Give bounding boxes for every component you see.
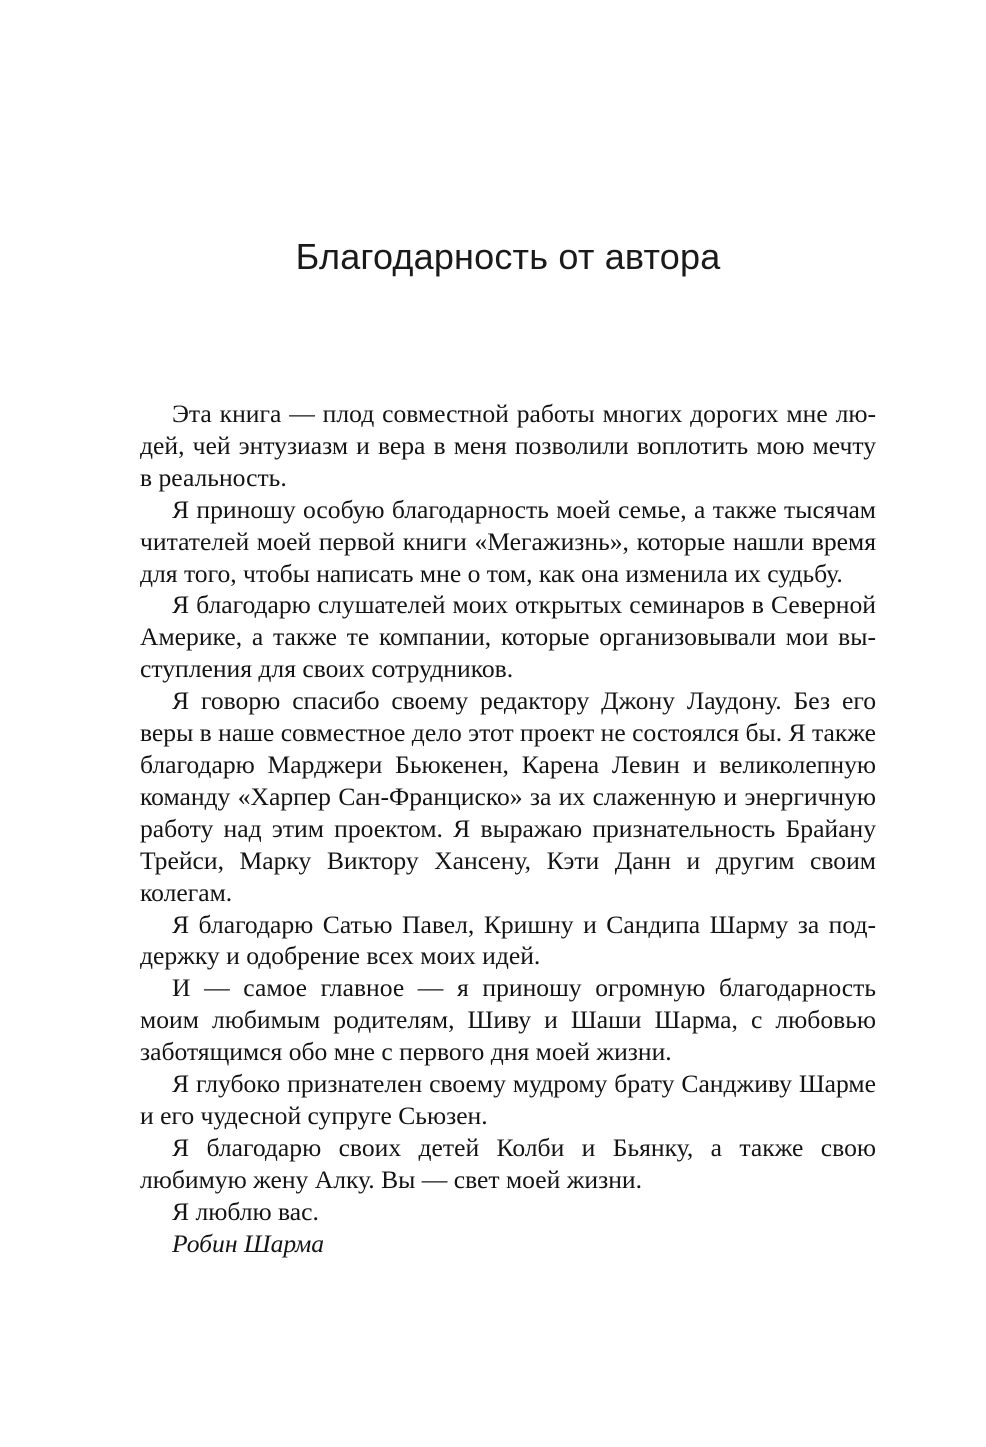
author-signature: Робин Шарма [172, 1228, 325, 1258]
paragraph: Я говорю спасибо своему редактору Джону Лаудону. Без его веры в наше совместное дело этот проект не состоялся бы. Я также благодарю Марджери Бьюкенен, Карена Левин и великолепную команду «Харпер Сан-Франциско» за их слаженную и энергичную работу над этим проектом. Я выражаю признательность Брайану Трейси, Марку Виктору Хансену, Кэти Данн и другим своим колегам. [140, 686, 876, 907]
paragraph: Я благодарю своих детей Колби и Бьянку, а также свою любимую жену Алку. Вы — свет моей жизни. [140, 1132, 876, 1194]
paragraph: Я люблю вас. [172, 1196, 319, 1226]
paragraph: Я благодарю слушателей моих открытых семинаров в Северной Америке, а также те компании, которые организовывали мои выступления для своих сотрудников. [140, 590, 876, 684]
paragraph: И — самое главное — я приношу огромную благодарность моим любимым родителям, Шиву и Шаши Шарма, с любовью заботящимся обо мне с первого дня моей жизни. [140, 973, 876, 1067]
paragraph: Я благодарю Сатью Павел, Кришну и Сандипа Шарму за поддержку и одобрение всех моих идей. [140, 909, 876, 971]
paragraph: Эта книга — плод совместной работы многих дорогих мне людей, чей энтузиазм и вера в меня позволили воплотить мою мечту в реальность. [140, 399, 876, 492]
paragraph: Я приношу особую благодарность моей семье, а также тысячам читателей моей первой книги «Мегажизнь», которые нашли время для того, чтобы написать мне о том, как она изменила их судьбу. [140, 494, 876, 588]
paragraph: Я глубоко признателен своему мудрому брату Сандживу Шарме и его чудесной супруге Сьюзен. [140, 1069, 876, 1130]
acknowledgements-text [140, 398, 876, 1259]
page-title: Благодарность от автора [295, 236, 721, 277]
